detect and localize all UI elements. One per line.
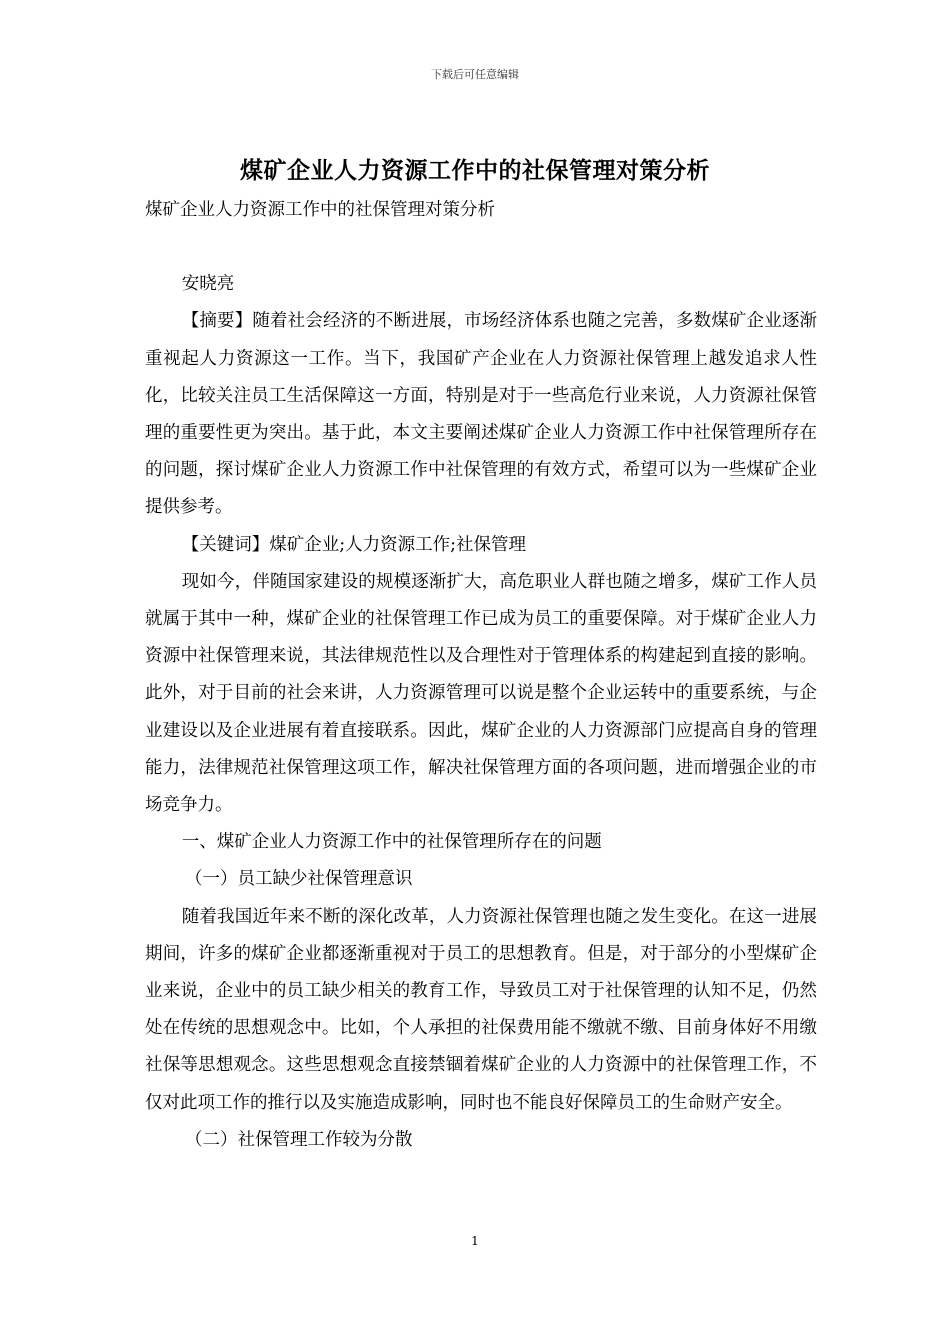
subtitle: 煤矿企业人力资源工作中的社保管理对策分析 (145, 200, 495, 220)
keywords-paragraph: 【关键词】煤矿企业;人力资源工作;社保管理 (181, 534, 527, 555)
subsection-heading-1: （一）员工缺少社保管理意识 (185, 869, 413, 890)
spacer (145, 229, 817, 266)
abstract-paragraph: 【摘要】随着社会经济的不断进展，市场经济体系也随之完善，多数煤矿企业逐渐重视起人力资源这一工作。当下，我国矿产企业在人力资源社保管理上越发追求人性化，比较关注员工生活保障这一方面，特别是对于一些高危行业来说，人力资源社保管理的重要性更为突出。基于此，本文主要阐述煤矿企业人力资源工作中社保管理所存在的问题，探讨煤矿企业人力资源工作中社保管理的有效方式，希望可以为一些煤矿企业提供参考。 (145, 311, 817, 518)
document-body (145, 192, 817, 1159)
document-title: 煤矿企业人力资源工作中的社保管理对策分析 (240, 157, 710, 184)
section-heading-1: 一、煤矿企业人力资源工作中的社保管理所存在的问题 (181, 832, 602, 853)
header-note: 下载后可任意编辑 (431, 68, 519, 81)
author: 安晓亮 (181, 274, 235, 295)
intro-paragraph: 现如今，伴随国家建设的规模逐渐扩大，高危职业人群也随之增多，煤矿工作人员就属于其中一种，煤矿企业的社保管理工作已成为员工的重要保障。对于煤矿企业人力资源中社保管理来说，其法律规范性以及合理性对于管理体系的构建起到直接的影响。此外，对于目前的社会来讲，人力资源管理可以说是整个企业运转中的重要系统，与企业建设以及企业进展有着直接联系。因此，煤矿企业的人力资源部门应提高自身的管理能力，法律规范社保管理这项工作，解决社保管理方面的各项问题，进而增强企业的市场竞争力。 (145, 571, 817, 816)
subsection-1-paragraph: 随着我国近年来不断的深化改革，人力资源社保管理也随之发生变化。在这一进展期间，许多的煤矿企业都逐渐重视对于员工的思想教育。但是，对于部分的小型煤矿企业来说，企业中的员工缺少相关的教育工作，导致员工对于社保管理的认知不足，仍然处在传统的思想观念中。比如，个人承担的社保费用能不缴就不缴、目前身体好不用缴社保等思想观念。这些思想观念直接禁锢着煤矿企业的人力资源中的社保管理工作，不仅对此项工作的推行以及实施造成影响，同时也不能良好保障员工的生命财产安全。 (145, 906, 817, 1113)
page-number: 1 (471, 1234, 479, 1248)
subsection-heading-2: （二）社保管理工作较为分散 (185, 1129, 413, 1150)
